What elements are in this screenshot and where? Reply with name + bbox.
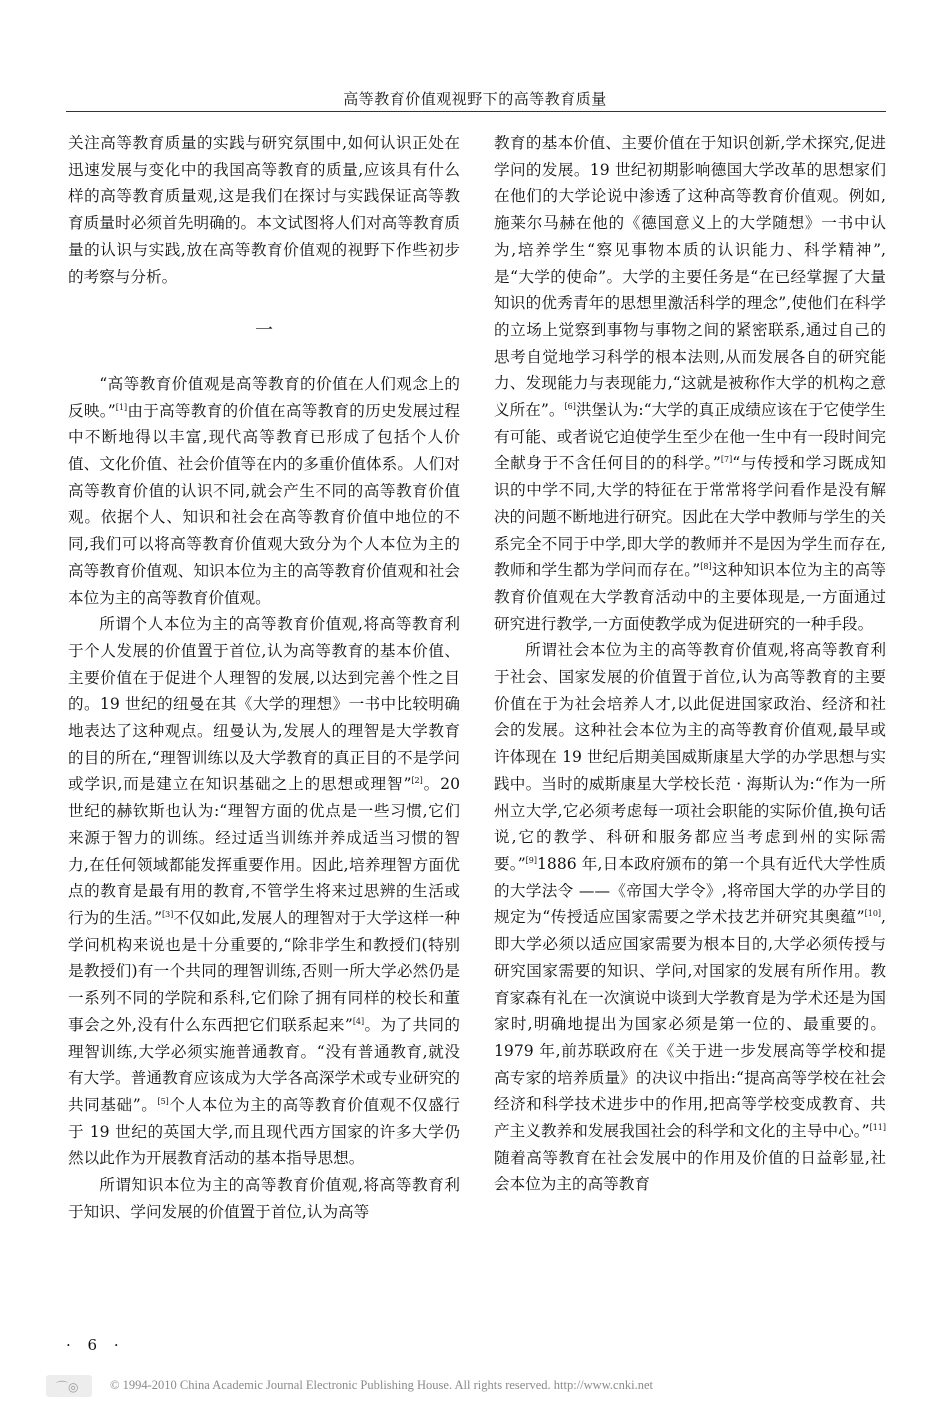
page-number: · 6 ·	[66, 1336, 125, 1354]
paragraph-knowledge-orientation-cont	[494, 130, 886, 637]
intro-paragraph: 关注高等教育质量的实践与研究氛围中,如何认识正处在迅速发展与变化中的我国高等教育的质量,应该具有什么样的高等教育质量观,这是我们在探讨与实践保证高等教育质量时必须首先明确的。本文试图将人们对高等教育质量的认识与实践,放在高等教育价值观的视野下作些初步的考察与分析。	[68, 134, 460, 286]
paragraph-value-definition	[68, 371, 460, 611]
citation-ref: [8]	[700, 562, 712, 572]
header-rule	[66, 111, 886, 112]
text: 不仅如此,发展人的理智对于大学这样一种学问机构来说也是十分重要的,“除非学生和教授们(特别是教授们)有一个共同的理智训练,否则一所大学必然仍是一系列不同的学院和系科,它们除了拥有同样的校长和董事会之外,没有什么东西把它们联系起来”	[68, 908, 460, 1034]
citation-ref: [7]	[720, 455, 733, 465]
text: ,即大学必须以适应国家需要为根本目的,大学必须传授与研究国家需要的知识、学问,对国家的发展有所作用。教育家森有礼在一次演说中谈到大学教育是为学术还是为国家时,明确地提出为国家必须是第一位的、最重要的。1979 年,前苏联政府在《关于进一步发展高等学校和提高专家的培养质量》的决议中指出:“提高高等学校在社会经济和科学技术进步中的作用,把高等学校变成教育、共产主义教养和发展我国社会的科学和文化的主导中心。”	[494, 908, 886, 1141]
citation-ref: [5]	[157, 1096, 169, 1106]
copyright-text: © 1994-2010 China Academic Journal Electronic Publishing House. All rights reserved. http://www.cnki.net	[110, 1378, 653, 1392]
paragraph-knowledge-orientation-start: 所谓知识本位为主的高等教育价值观,将高等教育利于知识、学问发展的价值置于首位,认为高等	[68, 1176, 460, 1221]
text: 。为了共同的理智训练,大学必须实施普通教育。“没有普通教育,就没有大学。普通教育应该成为大学各高深学术或专业研究的共同基础”。	[68, 1015, 460, 1114]
citation-ref: [10]	[864, 909, 882, 919]
right-column	[494, 130, 886, 1198]
text: 由于高等教育的价值在高等教育的历史发展过程中不断地得以丰富,现代高等教育已形成了包括个人价值、文化价值、社会价值等在内的多重价值体系。人们对高等教育价值的认识不同,就会产生不同的高等教育价值观。依据个人、知识和社会在高等教育价值中地位的不同,我们可以将高等教育价值观大致分为个人本位为主的高等教育价值观、知识本位为主的高等教育价值观和社会本位为主的高等教育价值观。	[68, 401, 460, 607]
text: 所谓个人本位为主的高等教育价值观,将高等教育利于个人发展的价值置于首位,认为高等教育的基本价值、主要价值在于促进个人理智的发展,以达到完善个性之目的。19 世纪的纽曼在其《大学的理想》一书中比较明确地表达了这种观点。纽曼认为,发展人的理智是大学教育的目的所在,“理智训练以及大学教育的真正目的不是学问或学识,而是建立在知识基础之上的思想或理智”	[68, 615, 460, 794]
paragraph-social-orientation	[494, 637, 886, 1198]
text: 洪堡认为:“大学的真正成绩应该在于它使学生有可能、或者说它迫使学生至少在他一生中有一段时间完全献身于不含任何目的的科学。”	[494, 401, 886, 473]
copyright-footer	[0, 1375, 950, 1399]
section-numeral: 一	[255, 320, 273, 342]
citation-ref: [3]	[162, 909, 174, 919]
text: 所谓社会本位为主的高等教育价值观,将高等教育利于社会、国家发展的价值置于首位,认为高等教育的主要价值在于为社会培养人才,以此促进国家政治、经济和社会的发展。这种社会本位为主的高等教育价值观,最早或许体现在 19 世纪后期美国威斯康星大学的办学思想与实践中。当时的威斯康星大学校长范 · 海斯认为:“作为一所州立大学,它必须考虑每一项社会职能的实际价值,换句话说,它的教学、科研和服务都应当考虑到州的实际需要。”	[494, 641, 886, 873]
paragraph-individual-orientation	[68, 611, 460, 1172]
citation-ref: [9]	[525, 855, 538, 865]
citation-ref: [6]	[564, 401, 576, 411]
text: “与传授和学习既成知识的中学不同,大学的特征在于常常将学问看作是没有解决的问题不断地进行研究。因此在大学中教师与学生的关系完全不同于中学,即大学的教师并不是因为学生而存在,教师和学生都为学问而存在。”	[494, 454, 886, 580]
citation-ref: [11]	[869, 1122, 886, 1132]
citation-ref: [1]	[115, 402, 128, 412]
text: 这种知识本位为主的高等教育价值观在大学教育活动中的主要体现是,一方面通过研究进行教学,一方面使教学成为促进研究的一种手段。	[494, 561, 886, 633]
text: 随着高等教育在社会发展中的作用及价值的日益彰显,社会本位为主的高等教育	[494, 1148, 886, 1194]
text: 。20 世纪的赫钦斯也认为:“理智方面的优点是一些习惯,它们来源于智力的训练。经过适当训练并养成适当习惯的智力,在任何领域都能发挥重要作用。因此,培养理智方面优点的教育是最有用的教育,不管学生将来过思辨的生活或行为的生活。”	[68, 775, 460, 927]
cnki-logo-icon: ⌒◎	[46, 1375, 92, 1397]
text: 1886 年,日本政府颁布的第一个具有近代大学性质的大学法令 ——《帝国大学令》,将帝国大学的办学目的规定为“传授适应国家需要之学术技艺并研究其奥蕴”	[494, 854, 886, 927]
text: “高等教育价值观是高等教育的价值在人们观念上的反映。”	[68, 374, 460, 420]
text: 个人本位为主的高等教育价值观不仅盛行于 19 世纪的英国大学,而且现代西方国家的许多大学仍然以此作为开展教育活动的基本指导思想。	[68, 1095, 460, 1168]
citation-ref: [2]	[411, 776, 423, 786]
running-header-title: 高等教育价值观视野下的高等教育质量	[343, 90, 607, 108]
citation-ref: [4]	[352, 1016, 365, 1026]
text: 教育的基本价值、主要价值在于知识创新,学术探究,促进学问的发展。19 世纪初期影响德国大学改革的思想家们在他们的大学论说中渗透了这种高等教育价值观。例如,施莱尔马赫在他的《德国意义上的大学随想》一书中认为,培养学生“察见事物本质的认识能力、科学精神”,是“大学的使命”。大学的主要任务是“在已经掌握了大量知识的优秀青年的思想里激活科学的理念”,使他们在科学的立场上觉察到事物与事物之间的紧密联系,通过自己的思考自觉地学习科学的根本法则,从而发展各自的研究能力、发现能力与表现能力,“这就是被称作大学的机构之意义所在”。	[494, 134, 886, 420]
left-column	[68, 130, 460, 1225]
